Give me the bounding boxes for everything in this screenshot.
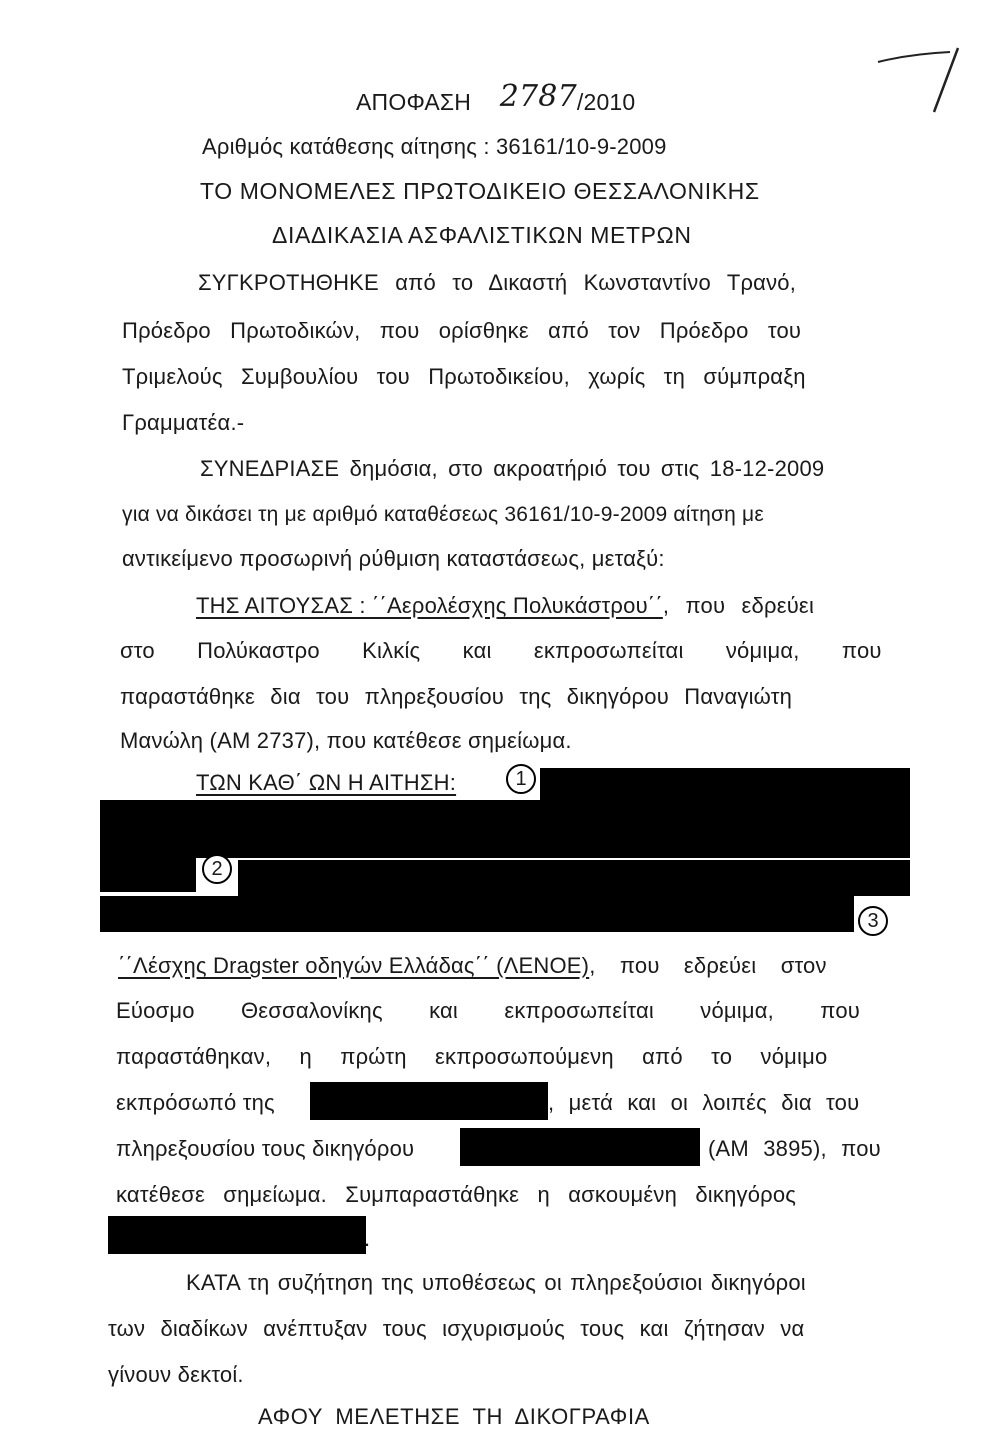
redaction-block [460, 1128, 700, 1166]
redaction-block [310, 1082, 548, 1120]
redaction-block [238, 860, 910, 896]
closing-heading: ΑΦΟΥ ΜΕΛΕΤΗΣΕ ΤΗ ΔΙΚΟΓΡΑΦΙΑ [258, 1404, 650, 1429]
p3-line-1 [196, 593, 814, 619]
p1-line-1 [198, 270, 900, 296]
marker-circle-1: 1 [506, 764, 536, 794]
petitioner-label: ΤΗΣ ΑΙΤΟΥΣΑΣ : ΄΄Αερολέσχης Πολυκάστρου΄΄ [196, 593, 663, 618]
redaction-block [100, 800, 910, 858]
p4-line-2: Εύοσμο Θεσσαλονίκης και εκπροσωπείται νόμιμα, που [116, 998, 861, 1023]
redaction-block [100, 896, 854, 932]
p4-line-3: παραστάθηκαν, η πρώτη εκπροσωπούμενη από το νόμιμο [116, 1044, 828, 1069]
decision-prefix: ΑΠΟΦΑΣΗ [356, 89, 472, 115]
p5-line-2: των διαδίκων ανέπτυξαν τους ισχυρισμούς τους και ζήτησαν να [108, 1316, 805, 1341]
p4-line-4b: , μετά και οι λοιπές δια του [548, 1090, 860, 1115]
p1-text-1: ΣΥΓΚΡΟΤΗΘΗΚΕ από το Δικαστή Κωνσταντίνο Τρανό, [198, 270, 797, 295]
procedure-name: ΔΙΑΔΙΚΑΣΙΑ ΑΣΦΑΛΙΣΤΙΚΩΝ ΜΕΤΡΩΝ [272, 222, 692, 248]
decision-number-handwritten: 2787 [499, 79, 577, 114]
p4-line-1 [118, 953, 827, 979]
p1-line-2: Πρόεδρο Πρωτοδικών, που ορίσθηκε από τον Πρόεδρο του [122, 318, 802, 343]
respondents-label: ΤΩΝ ΚΑΘ΄ ΩΝ Η ΑΙΤΗΣΗ: [196, 770, 457, 795]
p4-line-5b: (ΑΜ 3895), που [708, 1136, 881, 1161]
p4-line-6: κατέθεσε σημείωμα. Συμπαραστάθηκε η ασκουμένη δικηγόρος [116, 1182, 797, 1207]
redaction-block [540, 768, 910, 800]
court-name: ΤΟ ΜΟΝΟΜΕΛΕΣ ΠΡΩΤΟΔΙΚΕΙΟ ΘΕΣΣΑΛΟΝΙΚΗΣ [200, 178, 760, 204]
p4-line-4a: εκπρόσωπό της [116, 1090, 275, 1115]
p3-line-4: Μανώλη (ΑΜ 2737), που κατέθεσε σημείωμα. [120, 728, 572, 753]
p4-line-5a: πληρεξουσίου τους δικηγόρου [116, 1136, 415, 1161]
marker-circle-2: 2 [202, 854, 232, 884]
respondent-club-name: ΄΄Λέσχης Dragster οδηγών Ελλάδας΄΄ (ΛΕΝΟΕ) [118, 953, 590, 978]
handwritten-corner-mark [870, 40, 970, 120]
decision-title [356, 79, 636, 115]
filing-number-line: Αριθμός κατάθεσης αίτησης : 36161/10-9-2009 [202, 134, 667, 159]
p2-line-2: για να δικάσει τη με αριθμό καταθέσεως 36161/10-9-2009 αίτηση με [122, 503, 764, 526]
p4-line-1-rest: , που εδρεύει στον [589, 953, 827, 978]
p2-line-1: ΣΥΝΕΔΡΙΑΣΕ δημόσια, στο ακροατήριό του στις 18-12-2009 [200, 456, 825, 481]
p2-line-3: αντικείμενο προσωρινή ρύθμιση καταστάσεως, μεταξύ: [122, 546, 665, 571]
p4-line-7-dot: . [364, 1226, 371, 1251]
p3-line-1-rest: , που εδρεύει [662, 593, 815, 618]
marker-circle-3: 3 [858, 906, 888, 936]
p1-line-4: Γραμματέα.- [122, 410, 245, 435]
p3-line-2: στο Πολύκαστρο Κιλκίς και εκπροσωπείται νόμιμα, που [120, 638, 882, 663]
p3-line-3: παραστάθηκε δια του πληρεξουσίου της δικηγόρου Παναγιώτη [120, 684, 793, 709]
p5-line-1: ΚΑΤΑ τη συζήτηση της υποθέσεως οι πληρεξούσιοι δικηγόροι [186, 1270, 806, 1295]
p5-line-3: γίνουν δεκτοί. [108, 1362, 244, 1387]
redaction-block [100, 856, 196, 892]
p1-line-3: Τριμελούς Συμβουλίου του Πρωτοδικείου, χωρίς τη σύμπραξη [122, 364, 806, 389]
redaction-block [108, 1216, 366, 1254]
decision-year: /2010 [576, 89, 636, 115]
